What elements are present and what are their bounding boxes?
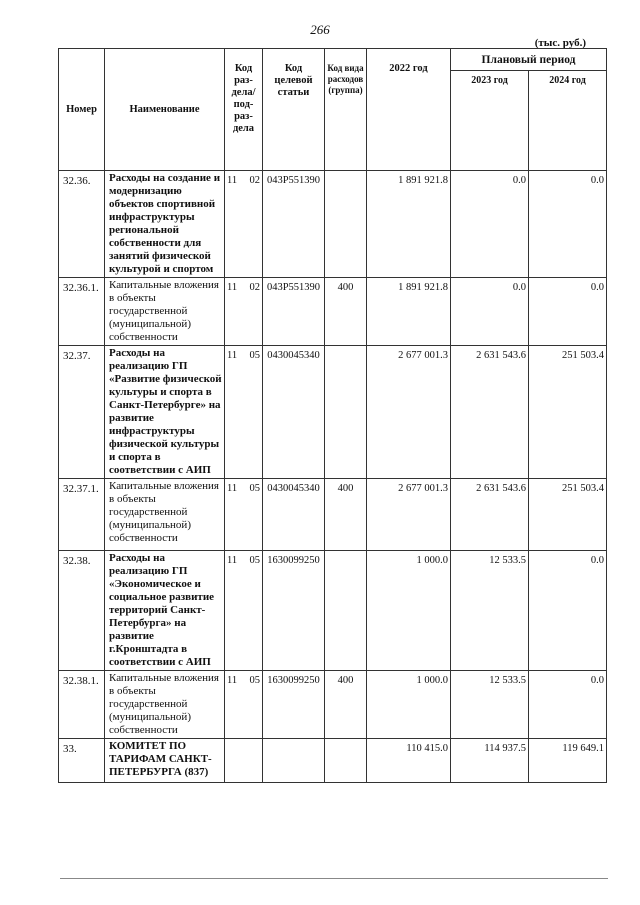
row-subsection: 02: [249, 282, 260, 293]
row-name: Капитальные вложения в объекты государственной (муниципальной) собственности: [105, 671, 225, 739]
row-2023-value: 2 631 543.6: [451, 346, 529, 479]
footer-rule: [60, 878, 608, 879]
table-row: [59, 551, 607, 671]
row-section: 11: [227, 350, 238, 361]
row-target-code: 0430045340: [263, 346, 325, 479]
row-section-code: [225, 171, 263, 278]
row-expense-type: [325, 551, 367, 671]
row-expense-type: 400: [325, 278, 367, 346]
row-target-code: 1630099250: [263, 551, 325, 671]
units-label: (тыс. руб.): [534, 37, 586, 49]
table-row: [59, 739, 607, 783]
row-target-code: 0430045340: [263, 479, 325, 551]
row-subsection: 02: [249, 175, 260, 186]
header-planned-period: Плановый период: [451, 49, 607, 71]
header-year-2023: 2023 год: [451, 71, 529, 171]
row-number: 32.38.1.: [59, 671, 105, 739]
row-2024-value: 0.0: [529, 671, 607, 739]
row-expense-type: [325, 346, 367, 479]
row-section-code: [225, 739, 263, 783]
row-2022-value: 110 415.0: [367, 739, 451, 783]
row-2024-value: 251 503.4: [529, 346, 607, 479]
row-subsection: 05: [249, 483, 260, 494]
row-section: 11: [227, 555, 238, 566]
row-2022-value: 1 000.0: [367, 551, 451, 671]
row-section-code: [225, 278, 263, 346]
row-name: КОМИТЕТ ПО ТАРИФАМ САНКТ-ПЕТЕРБУРГА (837): [105, 739, 225, 783]
header-expense-type-code: Код вида расходов (группа): [325, 49, 367, 171]
row-name: Расходы на реализацию ГП «Развитие физической культуры и спорта в Санкт-Петербурге» на развитие инфраструктуры физической культуры и спорта в соответствии с АИП: [105, 346, 225, 479]
row-target-code: 043P551390: [263, 278, 325, 346]
row-expense-type: 400: [325, 671, 367, 739]
row-target-code: [263, 739, 325, 783]
row-section-code: [225, 346, 263, 479]
row-target-code: 1630099250: [263, 671, 325, 739]
row-2023-value: 2 631 543.6: [451, 479, 529, 551]
row-2024-value: 0.0: [529, 278, 607, 346]
row-2023-value: 12 533.5: [451, 551, 529, 671]
row-2023-value: 12 533.5: [451, 671, 529, 739]
row-section: 11: [227, 675, 238, 686]
table-row: [59, 171, 607, 278]
row-2022-value: 2 677 001.3: [367, 346, 451, 479]
row-number: 32.38.: [59, 551, 105, 671]
row-expense-type: [325, 171, 367, 278]
header-name: Наименование: [105, 49, 225, 171]
row-number: 32.36.: [59, 171, 105, 278]
row-2023-value: 0.0: [451, 278, 529, 346]
row-name: Капитальные вложения в объекты государственной (муниципальной) собственности: [105, 278, 225, 346]
row-number: 32.37.1.: [59, 479, 105, 551]
row-2022-value: 1 891 921.8: [367, 278, 451, 346]
row-2023-value: 114 937.5: [451, 739, 529, 783]
row-2023-value: 0.0: [451, 171, 529, 278]
row-section: 11: [227, 282, 238, 293]
row-2024-value: 0.0: [529, 171, 607, 278]
table-row: [59, 346, 607, 479]
table-row: [59, 479, 607, 551]
row-2022-value: 1 000.0: [367, 671, 451, 739]
header-section-code: Код раз-дела/ под-раз-дела: [225, 49, 263, 171]
budget-table: [58, 48, 607, 783]
row-section: 11: [227, 483, 238, 494]
header-year-2022: 2022 год: [367, 49, 451, 171]
header-year-2024: 2024 год: [529, 71, 607, 171]
row-2022-value: 2 677 001.3: [367, 479, 451, 551]
row-subsection: 05: [249, 350, 260, 361]
table-row: [59, 671, 607, 739]
row-section-code: [225, 551, 263, 671]
header-target-code: Код целевой статьи: [263, 49, 325, 171]
page-number: 266: [310, 22, 330, 37]
row-name: Расходы на создание и модернизацию объектов спортивной инфраструктуры региональной собственности для занятий физической культурой и спортом: [105, 171, 225, 278]
row-subsection: 05: [249, 675, 260, 686]
row-section-code: [225, 479, 263, 551]
row-target-code: 043P551390: [263, 171, 325, 278]
row-subsection: 05: [249, 555, 260, 566]
row-section: 11: [227, 175, 238, 186]
row-2024-value: 119 649.1: [529, 739, 607, 783]
row-number: 32.36.1.: [59, 278, 105, 346]
row-section-code: [225, 671, 263, 739]
row-expense-type: 400: [325, 479, 367, 551]
row-expense-type: [325, 739, 367, 783]
row-name: Капитальные вложения в объекты государственной (муниципальной) собственности: [105, 479, 225, 551]
header-number: Номер: [59, 49, 105, 171]
table-row: [59, 278, 607, 346]
row-2022-value: 1 891 921.8: [367, 171, 451, 278]
row-2024-value: 0.0: [529, 551, 607, 671]
row-number: 32.37.: [59, 346, 105, 479]
row-2024-value: 251 503.4: [529, 479, 607, 551]
row-number: 33.: [59, 739, 105, 783]
row-name: Расходы на реализацию ГП «Экономическое и социальное развитие территорий Санкт-Петербурга» на развитие г.Кронштадта в соответствии с АИП: [105, 551, 225, 671]
